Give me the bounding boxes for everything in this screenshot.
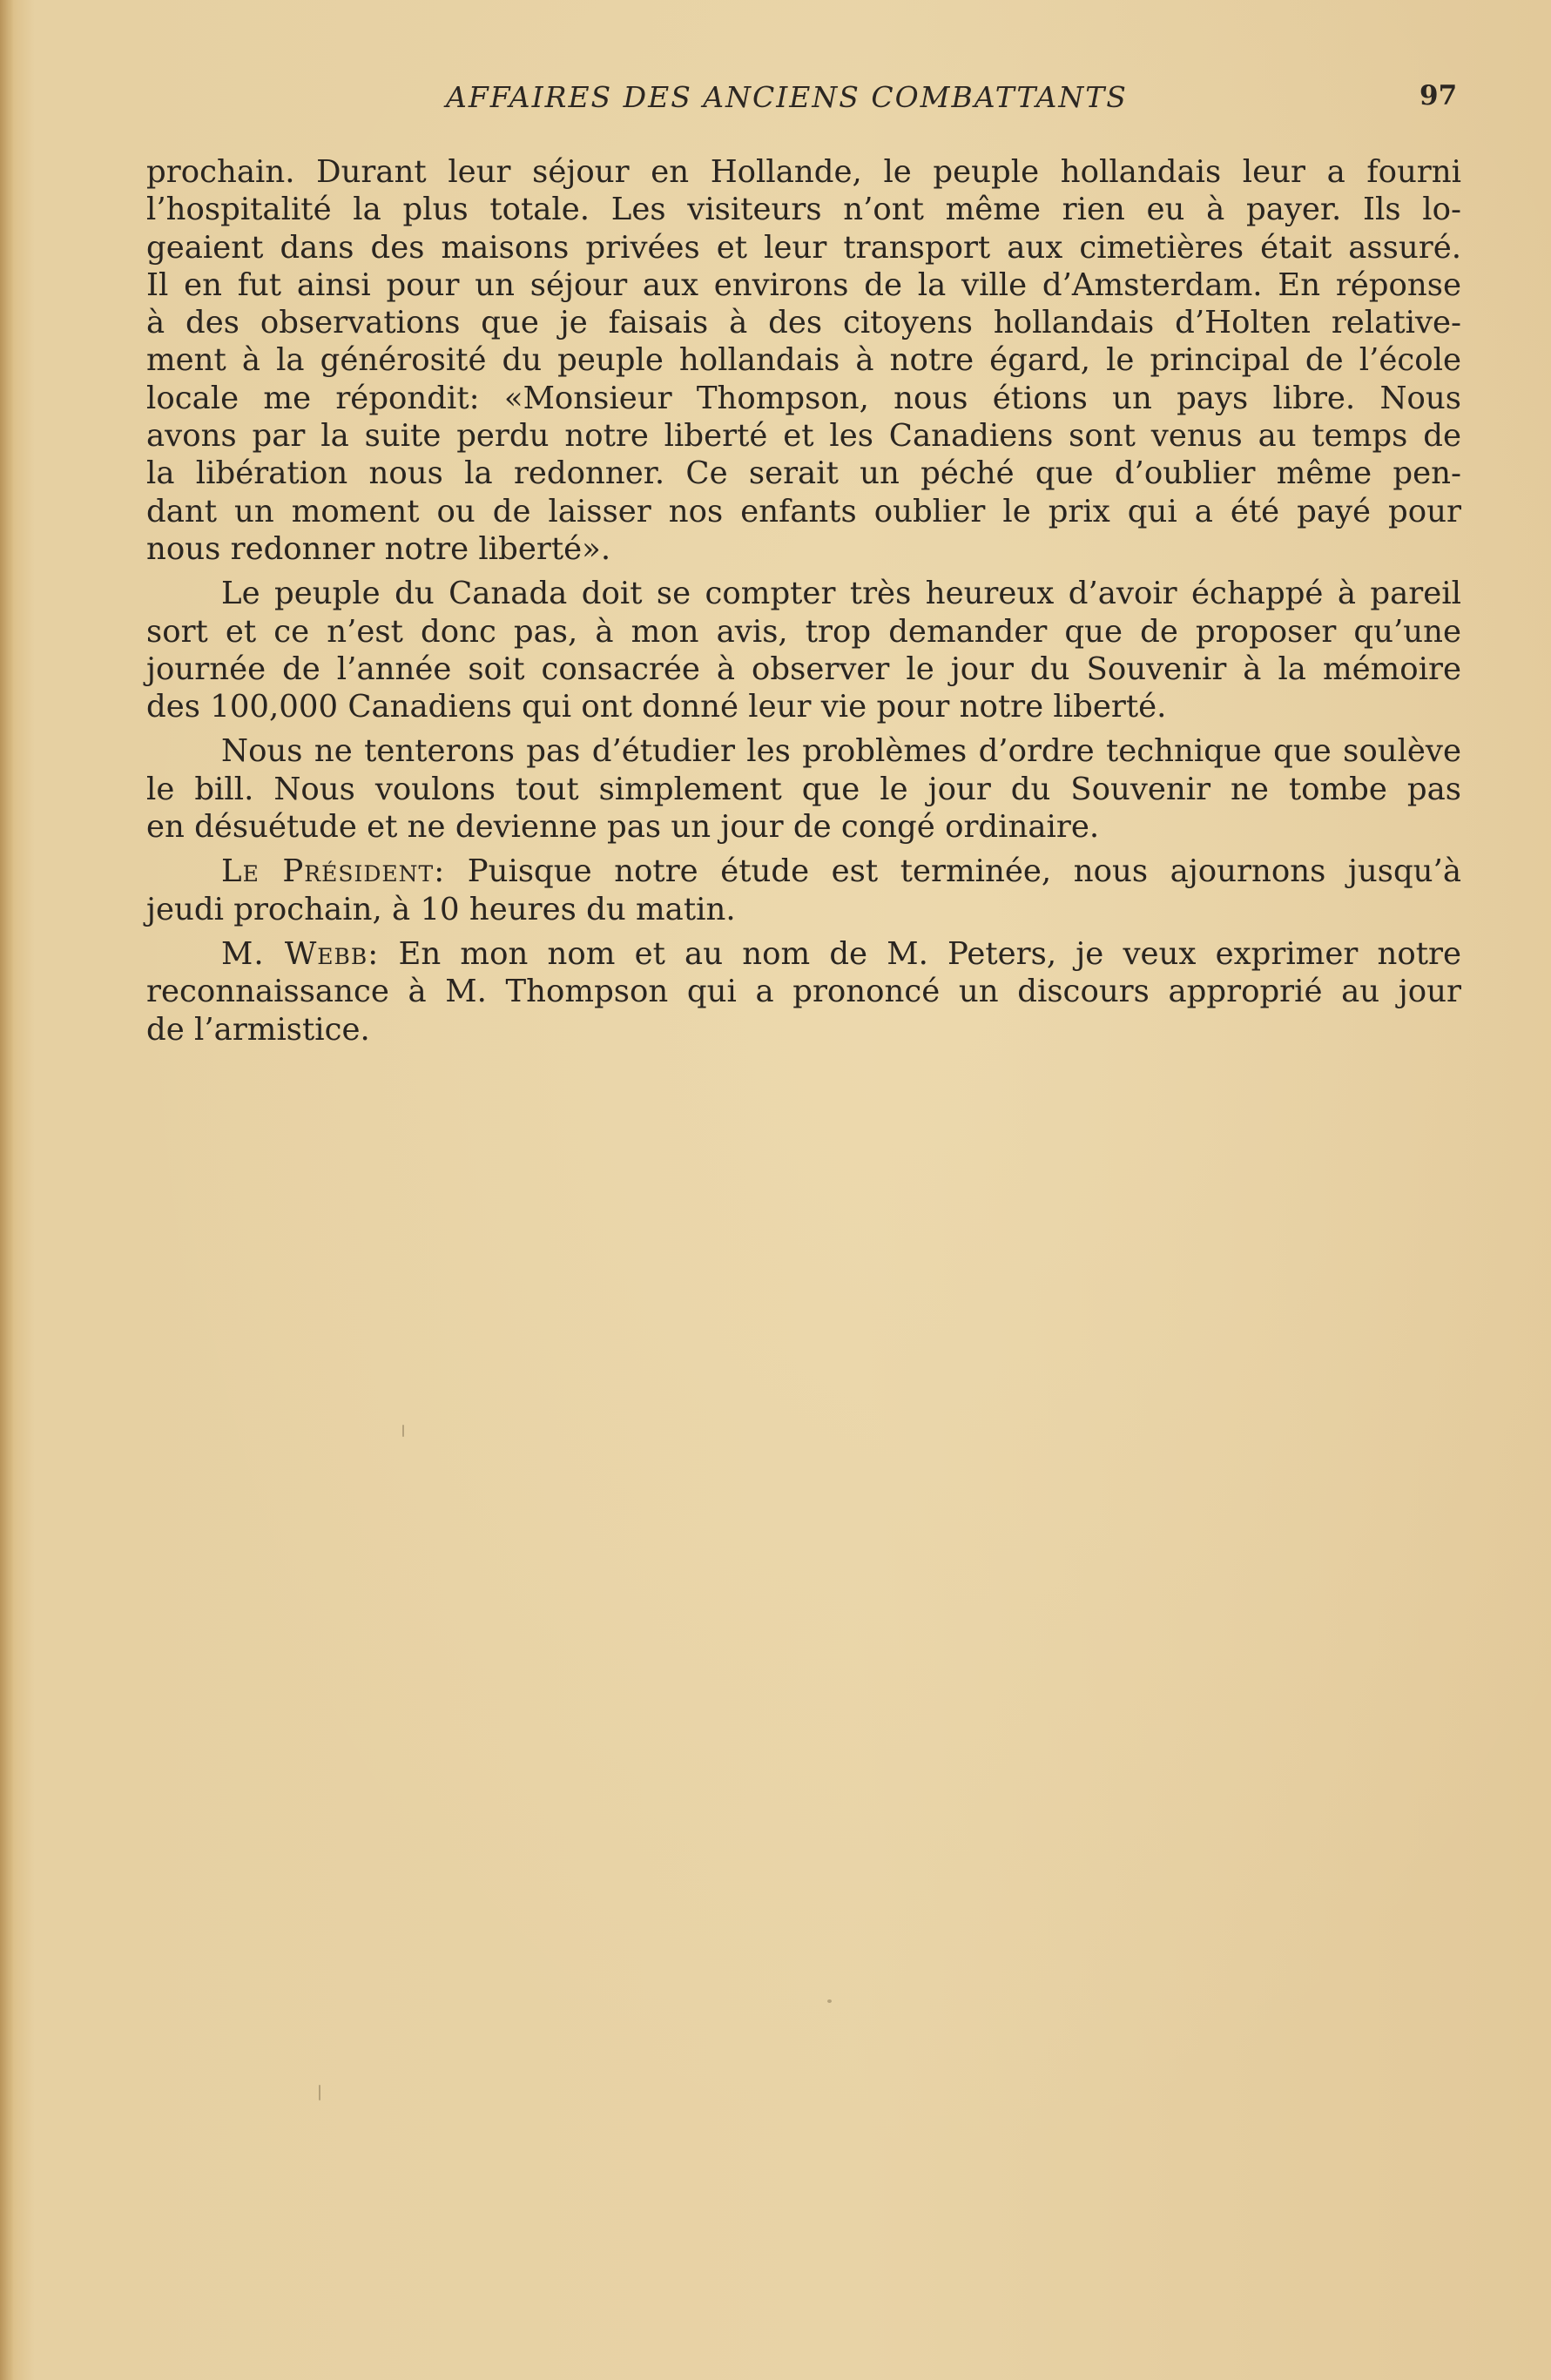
paper-speck	[319, 2085, 320, 2100]
speaker-label: M. Webb:	[221, 935, 380, 972]
text-line: dant un moment ou de laisser nos enfants oublier le prix qui a été payé pour	[146, 493, 1461, 529]
text-line: ment à la générosité du peuple hollandais à notre égard, le principal de l’école	[146, 342, 1461, 379]
speech-text: Puisque notre étude est terminée, nous ajournons jusqu’à	[467, 853, 1461, 890]
text-line: Le peuple du Canada doit se compter très heureux d’avoir échappé à pareil	[221, 576, 1461, 612]
running-header	[0, 80, 1551, 124]
paper-speck	[827, 1999, 832, 2003]
text-line: la libération nous la redonner. Ce serait un péché que d’oublier même pen-	[146, 455, 1461, 492]
text-line: l’hospitalité la plus totale. Les visiteurs n’ont même rien eu à payer. Ils lo-	[146, 192, 1461, 228]
text-line: des 100,000 Canadiens qui ont donné leur vie pour notre liberté.	[146, 689, 1167, 725]
text-line: Il en fut ainsi pour un séjour aux environs de la ville d’Amsterdam. En réponse	[146, 266, 1461, 303]
text-line: avons par la suite perdu notre liberté et les Canadiens sont venus au temps de	[146, 418, 1461, 455]
text-line: à des observations que je faisais à des citoyens hollandais d’Holten relative-	[146, 305, 1461, 341]
text-line: le bill. Nous voulons tout simplement que le jour du Souvenir ne tombe pas	[146, 771, 1461, 807]
paper-speck	[402, 1425, 404, 1437]
text-line: reconnaissance à M. Thompson qui a prononcé un discours approprié au jour	[146, 974, 1461, 1010]
body-text	[146, 153, 1461, 1048]
text-line: prochain. Durant leur séjour en Hollande, le peuple hollandais leur a fourni	[146, 154, 1461, 190]
text-line	[146, 935, 1461, 973]
text-line: journée de l’année soit consacrée à observer le jour du Souvenir à la mémoire	[146, 651, 1461, 687]
paragraph-president	[146, 853, 1461, 928]
text-line	[146, 853, 1461, 890]
text-line: geaient dans des maisons privées et leur transport aux cimetières était assuré.	[146, 229, 1461, 266]
paragraph-3	[146, 732, 1461, 846]
text-line: en désuétude et ne devienne pas un jour de congé ordinaire.	[146, 809, 1100, 846]
paragraph-webb	[146, 935, 1461, 1048]
text-line: de l’armistice.	[146, 1011, 370, 1048]
text-line: Nous ne tenterons pas d’étudier les problèmes d’ordre technique que soulève	[221, 733, 1461, 770]
page-number: 97	[1420, 80, 1458, 111]
text-line: nous redonner notre liberté».	[146, 530, 611, 567]
text-line: sort et ce n’est donc pas, à mon avis, trop demander que de proposer qu’une	[146, 613, 1461, 650]
paragraph-1	[146, 153, 1461, 568]
speaker-label: Le Président:	[221, 853, 446, 890]
page-binding-edge	[0, 0, 14, 2380]
running-title: AFFAIRES DES ANCIENS COMBATTANTS	[446, 80, 1128, 114]
speech-text: En mon nom et au nom de M. Peters, je veux exprimer notre	[398, 935, 1461, 972]
text-line: locale me répondit: «Monsieur Thompson, nous étions un pays libre. Nous	[146, 380, 1461, 416]
text-line: jeudi prochain, à 10 heures du matin.	[146, 891, 736, 927]
paragraph-2	[146, 575, 1461, 725]
